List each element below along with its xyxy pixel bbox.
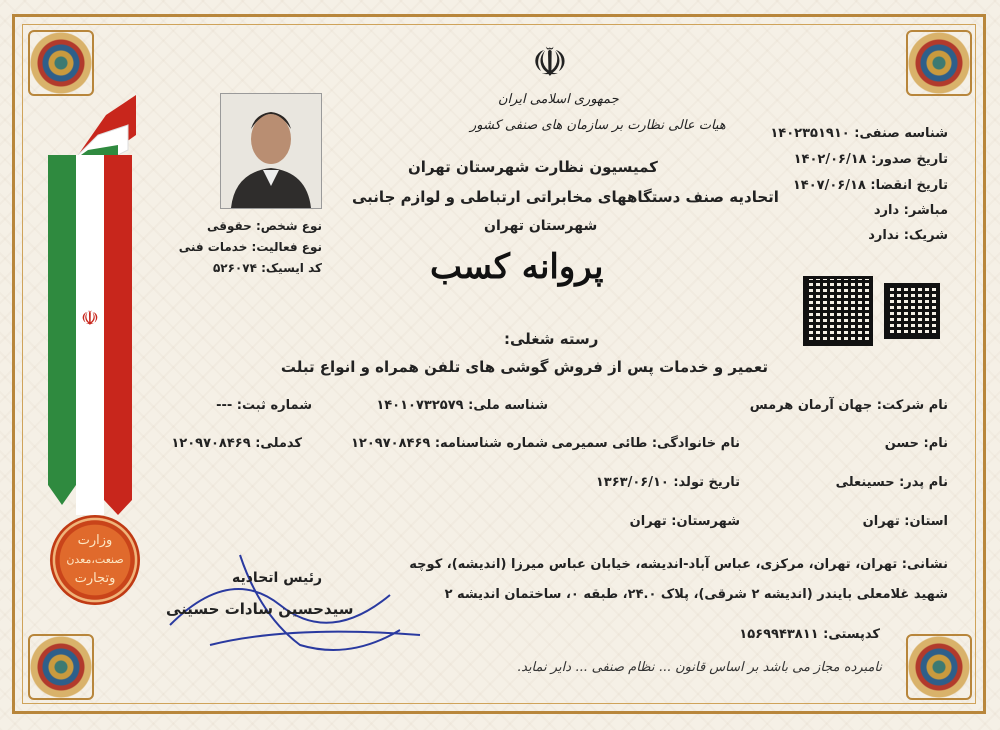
- address-line-2: شهید غلامعلی بایندر (اندیشه ۲ شرقی)، پلاک ۲۴.۰، طبقه ۰، ساختمان اندیشه ۲: [444, 587, 948, 602]
- seal-text-2: صنعت،معدن: [66, 553, 124, 566]
- father-name: نام پدر: حسینعلی: [835, 475, 948, 490]
- iran-emblem-icon: ☫: [532, 40, 568, 86]
- corner-ornament-icon: [28, 634, 94, 700]
- partner-status: شریک: ندارد: [868, 228, 948, 243]
- qr-code-icon: [884, 283, 940, 339]
- postal-code: کدپستی: ۱۵۶۹۹۴۳۸۱۱: [739, 627, 880, 642]
- birth-date: تاریخ تولد: ۱۳۶۳/۰۶/۱۰: [595, 475, 740, 490]
- address-line-1: نشانی: تهران، تهران، مرکزی، عباس آباد-اندیشه، خیابان عباس میرزا (اندیشه)، کوچه: [409, 557, 948, 572]
- corner-ornament-icon: [906, 634, 972, 700]
- guild-id: شناسه صنفی: ۱۴۰۲۳۵۱۹۱۰: [770, 126, 948, 141]
- job-label: رسته شغلی:: [504, 330, 599, 348]
- commission-name: کمیسیون نظارت شهرستان تهران: [408, 158, 658, 176]
- manager-status: مباشر: دارد: [873, 203, 948, 218]
- seal-text-3: وتجارت: [74, 571, 116, 586]
- isic-code: کد ایسیک: ۵۲۶۰۷۴: [212, 261, 322, 275]
- iran-flag-ribbon-icon: [48, 95, 136, 515]
- corner-ornament-icon: [906, 30, 972, 96]
- seal-text-1: وزارت: [77, 533, 113, 548]
- signer-role: رئیس اتحادیه: [232, 570, 323, 586]
- county: شهرستان: تهران: [629, 514, 740, 529]
- national-id: شناسه ملی: ۱۴۰۱۰۷۳۲۵۷۹: [376, 398, 548, 413]
- family-name: نام خانوادگی: طائی سمیرمی: [551, 436, 740, 451]
- page-title: پروانه کسب: [430, 247, 604, 287]
- qr-code-icon: [803, 276, 873, 346]
- expiry-date: تاریخ انقضا: ۱۴۰۷/۰۶/۱۸: [792, 178, 948, 193]
- corner-ornament-icon: [28, 30, 94, 96]
- id-number: شماره شناسنامه: ۱۲۰۹۷۰۸۴۶۹: [350, 436, 548, 451]
- person-type: نوع شخص: حقوقی: [206, 219, 322, 233]
- first-name: نام: حسن: [884, 436, 948, 451]
- activity-type: نوع فعالیت: خدمات فنی: [178, 240, 322, 254]
- issue-date: تاریخ صدور: ۱۴۰۲/۰۶/۱۸: [793, 152, 948, 167]
- union-name: اتحادیه صنف دستگاههای مخابراتی ارتباطی و لوازم جانبی: [352, 188, 779, 206]
- province: استان: تهران: [862, 514, 948, 529]
- board-name: هیات عالی نظارت بر سازمان های صنفی کشور: [470, 118, 726, 133]
- company-name: نام شرکت: جهان آرمان هرمس: [749, 398, 948, 413]
- ministry-seal-stamp: [50, 515, 140, 605]
- national-code: کدملی: ۱۲۰۹۷۰۸۴۶۹: [171, 436, 302, 451]
- svg-text:☫: ☫: [81, 306, 99, 330]
- footer-note: نامبرده مجاز می باشد بر اساس قانون ... نظام صنفی ... دایر نماید.: [516, 660, 882, 675]
- signer-name: سیدحسین سادات حسینی: [166, 600, 354, 618]
- country-name: جمهوری اسلامی ایران: [498, 92, 619, 107]
- city-name: شهرستان تهران: [484, 218, 598, 234]
- job-value: تعمیر و خدمات پس از فروش گوشی های تلفن همراه و انواع تبلت: [280, 358, 768, 376]
- owner-photo: [220, 93, 322, 209]
- registration-number: شماره ثبت: ---: [216, 398, 312, 413]
